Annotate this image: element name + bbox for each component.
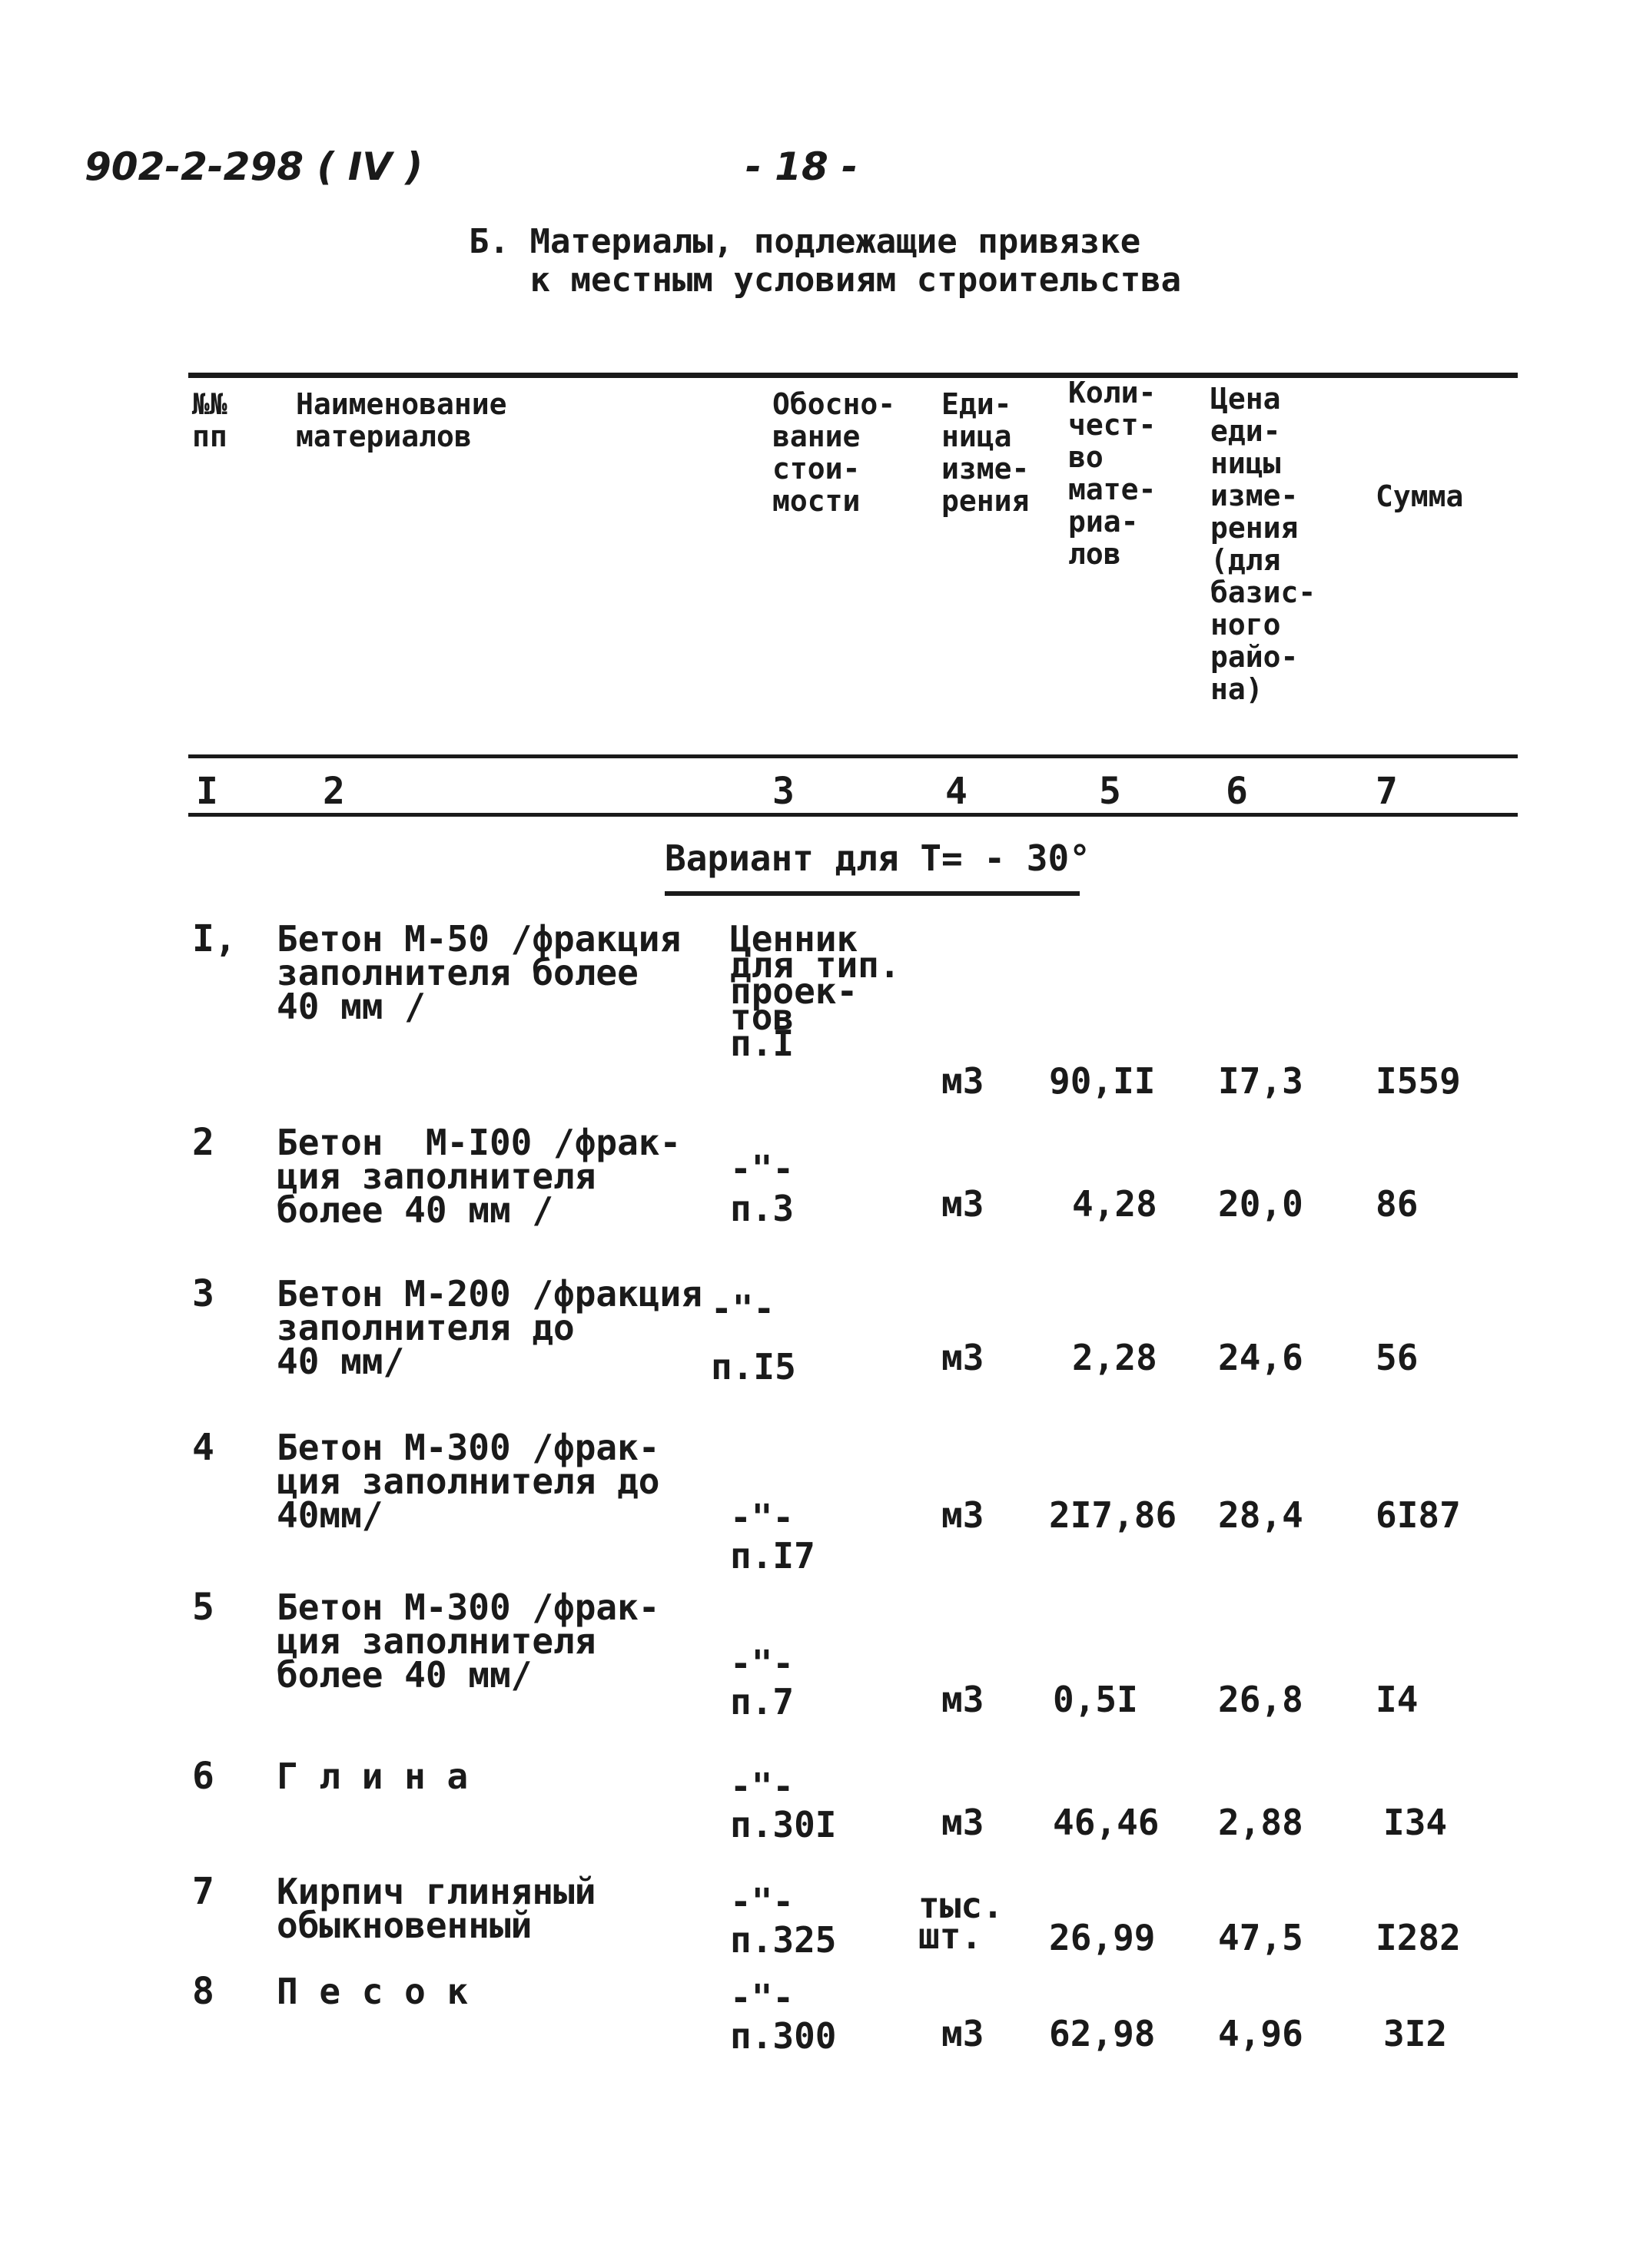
- unit-price: 26,8: [1218, 1679, 1303, 1720]
- row-number: 7: [192, 1870, 214, 1913]
- header-bottom-rule: [188, 754, 1518, 758]
- material-name: Г л и н а: [277, 1756, 469, 1797]
- column-number-3: 3: [772, 770, 795, 813]
- sum: 86: [1376, 1183, 1419, 1225]
- quantity: 4,28: [1072, 1183, 1157, 1225]
- document-code: 902-2-298 ( IV ): [85, 144, 423, 189]
- sum: I4: [1376, 1679, 1419, 1720]
- header-col-unit: Еди- ница изме- рения: [941, 387, 1030, 518]
- unit: м3: [941, 1337, 984, 1378]
- sum: I34: [1383, 1802, 1448, 1843]
- row-number: 6: [192, 1755, 214, 1798]
- header-col-basis: Обосно- вание стои- мости: [772, 387, 896, 518]
- sum: I282: [1376, 1917, 1461, 1958]
- header-col-number: №№ пп: [192, 387, 227, 453]
- sum: 6I87: [1376, 1494, 1461, 1536]
- cost-basis: -"- п.30I: [730, 1766, 837, 1845]
- header-col-name: Наименование материалов: [296, 387, 507, 453]
- row-number: 5: [192, 1586, 214, 1629]
- unit-price: 47,5: [1218, 1917, 1303, 1958]
- section-title: Б. Материалы, подлежащие привязке к местным условиям строительства: [469, 222, 1182, 300]
- unit-price: 2,88: [1218, 1802, 1303, 1843]
- unit: тыс. шт.: [918, 1885, 1004, 1957]
- column-number-7: 7: [1376, 770, 1398, 813]
- unit: м3: [941, 1060, 984, 1102]
- column-number-2: 2: [323, 770, 345, 813]
- column-number-6: 6: [1226, 770, 1248, 813]
- header-col-quantity: Коли- чест- во мате- риа- лов: [1068, 376, 1157, 571]
- cost-basis: -"- п.7: [730, 1643, 795, 1723]
- column-number-5: 5: [1099, 770, 1121, 813]
- cost-basis: -"- п.300: [730, 1977, 837, 2057]
- material-name: Бетон М-300 /фрак- ция заполнителя более 40 мм/: [277, 1587, 660, 1696]
- material-name: Бетон М-300 /фрак- ция заполнителя до 40мм/: [277, 1427, 660, 1536]
- row-number: 3: [192, 1272, 214, 1315]
- unit-price: 20,0: [1218, 1183, 1303, 1225]
- unit: м3: [941, 2013, 984, 2054]
- cost-basis: -"- п.I7: [730, 1497, 815, 1577]
- column-number-4: 4: [945, 770, 968, 813]
- variant-underline: [665, 891, 1080, 896]
- row-number: I,: [192, 917, 237, 960]
- cost-basis: -"- п.I5: [711, 1288, 796, 1388]
- column-number-1: I: [196, 770, 218, 813]
- unit: м3: [941, 1802, 984, 1843]
- variant-label: Вариант для T= - 30°: [665, 837, 1090, 879]
- quantity: 90,II: [1049, 1060, 1156, 1102]
- quantity: 2I7,86: [1049, 1494, 1177, 1536]
- unit: м3: [941, 1183, 984, 1225]
- header-col-sum: Сумма: [1376, 479, 1464, 513]
- quantity: 46,46: [1053, 1802, 1160, 1843]
- quantity: 62,98: [1049, 2013, 1156, 2054]
- row-number: 4: [192, 1426, 214, 1469]
- unit: м3: [941, 1494, 984, 1536]
- unit-price: 24,6: [1218, 1337, 1303, 1378]
- material-name: П е с о к: [277, 1971, 469, 2012]
- sum: 3I2: [1383, 2013, 1448, 2054]
- page-number: - 18 -: [745, 144, 858, 189]
- material-name: Кирпич глиняный обыкновенный: [277, 1871, 596, 1946]
- column-numbers-rule: [188, 813, 1518, 817]
- cost-basis: Ценник для тип. проек- тов п.I: [730, 918, 901, 1064]
- unit-price: 28,4: [1218, 1494, 1303, 1536]
- row-number: 2: [192, 1121, 214, 1164]
- unit: м3: [941, 1679, 984, 1720]
- material-name: Бетон М-50 /фракция заполнителя более 40 мм /: [277, 918, 682, 1027]
- quantity: 26,99: [1049, 1917, 1156, 1958]
- unit-price: I7,3: [1218, 1060, 1303, 1102]
- header-col-price: Цена еди- ницы изме- рения (для базис- ного райо- на): [1210, 382, 1316, 706]
- quantity: 0,5I: [1053, 1679, 1138, 1720]
- unit-price: 4,96: [1218, 2013, 1303, 2054]
- quantity: 2,28: [1072, 1337, 1157, 1378]
- sum: I559: [1376, 1060, 1461, 1102]
- material-name: Бетон М-I00 /фрак- ция заполнителя более 40 мм /: [277, 1122, 682, 1231]
- cost-basis: -"- п.325: [730, 1881, 837, 1961]
- cost-basis: -"- п.3: [730, 1148, 795, 1229]
- sum: 56: [1376, 1337, 1419, 1378]
- table-top-rule: [188, 373, 1518, 378]
- material-name: Бетон М-200 /фракция заполнителя до 40 мм/: [277, 1273, 702, 1382]
- row-number: 8: [192, 1970, 214, 2013]
